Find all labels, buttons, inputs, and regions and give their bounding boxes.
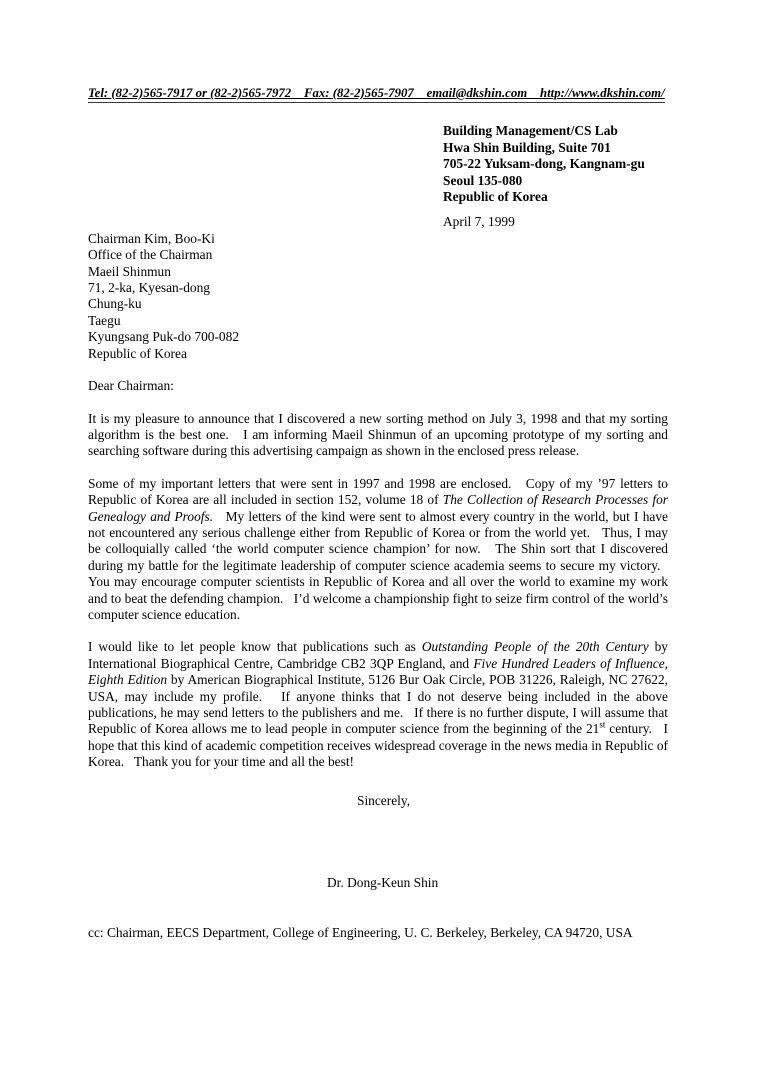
- contact-header-text: Tel: (82-2)565-7917 or (82-2)565-7972 Fax: (82-2)565-7907 email@dkshin.com http://www.dkshin.com/: [88, 85, 665, 103]
- recipient-address-line: Taegu: [88, 312, 121, 328]
- sender-address-line: Building Management/CS Lab: [443, 123, 618, 139]
- sender-address-line: Seoul 135-080: [443, 172, 523, 188]
- letter-date: April 7, 1999: [443, 214, 515, 230]
- closing: Sincerely,: [357, 792, 411, 808]
- body-paragraph-1: It is my pleasure to announce that I discovered a new sorting method on July 3, 1998 and that my sorting algorithm is the best one. I am informing Maeil Shinmun of an upcoming prototype of my sorting and searching software during this advertising campaign as shown in the enclosed press release.: [88, 410, 668, 459]
- contact-header: [88, 85, 668, 103]
- body-paragraph-2: Some of my important letters that were sent in 1997 and 1998 are enclosed. Copy of my ’97 letters to Republic of Korea are all included in section 152, volume 18 of The Collection of Research Processes for Genealogy and Proofs. My letters of the kind were sent to almost every country in the world, but I have not encountered any serious challenge either from Republic of Korea or from the world yet. Thus, I may be colloquially called ‘the world computer science champion’ for now. The Shin sort that I discovered during my battle for the legitimate leadership of computer science academia seems to secure my victory. You may encourage computer scientists in Republic of Korea and all over the world to examine my work and to beat the defending champion. I’d welcome a championship fight to seize firm control of the world’s computer science education.: [88, 475, 669, 622]
- signature-name: Dr. Dong-Keun Shin: [327, 875, 439, 891]
- cc-line: cc: Chairman, EECS Department, College of Engineering, U. C. Berkeley, Berkeley, CA 94720, USA: [88, 925, 633, 941]
- recipient-address: [88, 231, 668, 362]
- recipient-address-line: Kyungsang Puk-do 700-082: [88, 329, 240, 345]
- recipient-address-line: Chairman Kim, Boo-Ki: [88, 230, 215, 246]
- body-paragraph-3: I would like to let people know that publications such as Outstanding People of the 20th Century by International Biographical Centre, Cambridge CB2 3QP England, and Five Hundred Leaders of Influence, Eighth Edition by American Biographical Institute, 5126 Bur Oak Circle, POB 31226, Raleigh, NC 27622, USA, may include my profile. If anyone thinks that I do not deserve being included in the above publications, he may send letters to the publishers and me. If there is no further dispute, I will assume that Republic of Korea allows me to lead people in computer science from the beginning of the 21st century. I hope that this kind of academic competition receives widespread coverage in the news media in Republic of Korea. Thank you for your time and all the best!: [88, 639, 669, 770]
- sender-address-line: 705-22 Yuksam-dong, Kangnam-gu: [443, 156, 645, 172]
- recipient-address-line: 71, 2-ka, Kyesan-dong: [88, 280, 210, 296]
- sender-address: [443, 123, 668, 205]
- salutation: Dear Chairman:: [88, 378, 174, 394]
- recipient-address-line: Republic of Korea: [88, 345, 187, 361]
- recipient-address-line: Chung-ku: [88, 296, 142, 312]
- recipient-address-line: Office of the Chairman: [88, 247, 213, 263]
- sender-address-line: Republic of Korea: [443, 189, 548, 205]
- sender-address-line: Hwa Shin Building, Suite 701: [443, 139, 611, 155]
- letter-content: [88, 85, 668, 942]
- recipient-address-line: Maeil Shinmun: [88, 263, 171, 279]
